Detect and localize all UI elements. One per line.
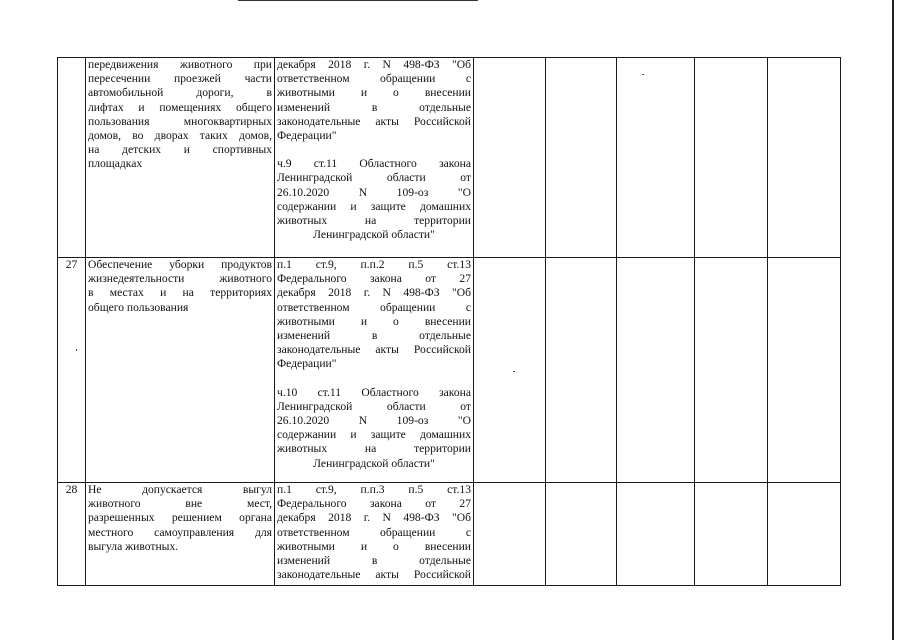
empty-cell	[474, 58, 546, 258]
legal-reference	[275, 58, 474, 258]
legal-reference-line: животными и о внесении	[277, 314, 471, 328]
legal-reference-paragraph	[277, 483, 471, 582]
row-number: 28	[58, 483, 86, 586]
legal-reference-line: законодательные акты Российской	[277, 343, 471, 357]
legal-reference-paragraph	[277, 157, 471, 242]
row-number: 27	[58, 258, 86, 483]
description-line: разрешенных решением органа	[88, 511, 272, 525]
legal-reference-line: животными и о внесении	[277, 86, 471, 100]
legal-reference-line: декабря 2018 г. N 498-ФЗ "Об	[277, 58, 471, 71]
description-line: Обеспечение уборки продуктов	[88, 258, 272, 271]
legal-reference-line: Федерации"	[277, 129, 337, 143]
description-line: пользования многоквартирных	[88, 114, 272, 128]
page-top-edge	[238, 0, 478, 1]
empty-cell	[617, 258, 695, 483]
legal-reference-line: Ленинградской области"	[313, 456, 435, 470]
legal-reference-line: 26.10.2020 N 109-оз "О	[277, 414, 471, 428]
legal-reference-line: ч.10 ст.11 Областного закона	[277, 385, 471, 399]
empty-cell	[546, 483, 617, 586]
empty-cell	[768, 258, 841, 483]
legal-reference-line: 26.10.2020 N 109-оз "О	[277, 185, 471, 199]
legal-reference-line: законодательные акты Российской	[277, 114, 471, 128]
empty-cell	[546, 58, 617, 258]
scan-speck	[513, 371, 515, 372]
empty-cell	[768, 58, 841, 258]
legal-reference-line: Ленинградской области"	[313, 228, 435, 242]
legal-reference	[275, 258, 474, 483]
legal-reference-line: п.1 ст.9, п.п.2 п.5 ст.13	[277, 258, 471, 271]
legal-reference-paragraph	[277, 386, 471, 471]
requirements-table	[57, 57, 841, 586]
description-line: автомобильной дороги, в	[88, 86, 272, 100]
legal-reference-line: Ленинградской области от	[277, 171, 471, 185]
description-line: выгула животных.	[88, 539, 179, 553]
description-line: пересечении проезжей части	[88, 72, 272, 86]
requirement-description	[86, 258, 275, 483]
legal-reference-line: Ленинградской области от	[277, 399, 471, 413]
legal-reference-line: изменений в отдельные	[277, 329, 471, 343]
legal-reference-line: ответственном обращении с	[277, 72, 471, 86]
table-row	[58, 483, 841, 586]
empty-cell	[617, 483, 695, 586]
legal-reference-line: изменений в отдельные	[277, 554, 471, 568]
empty-cell	[768, 483, 841, 586]
table-row	[58, 58, 841, 258]
requirement-description	[86, 483, 275, 586]
legal-reference-line: животных на территории	[277, 442, 471, 456]
description-line: домов, во дворах таких домов,	[88, 129, 272, 143]
empty-cell	[546, 258, 617, 483]
scan-speck	[642, 74, 644, 75]
legal-reference-line: ч.9 ст.11 Областного закона	[277, 157, 471, 171]
legal-reference-line: содержании и защите домашних	[277, 199, 471, 213]
scan-speck	[76, 349, 77, 351]
legal-reference-line: законодательные акты Российской	[277, 568, 471, 582]
table-row	[58, 258, 841, 483]
description-line: животного вне мест,	[88, 497, 272, 511]
description-line: передвижения животного при	[88, 58, 272, 71]
legal-reference-paragraph	[277, 258, 471, 372]
page-right-edge	[892, 0, 894, 640]
legal-reference-line: животными и о внесении	[277, 539, 471, 553]
description-line: на детских и спортивных	[88, 143, 272, 157]
requirement-description	[86, 58, 275, 258]
empty-cell	[474, 483, 546, 586]
legal-reference	[275, 483, 474, 586]
description-line: лифтах и помещениях общего	[88, 100, 272, 114]
legal-reference-line: Федерального закона от 27	[277, 497, 471, 511]
legal-reference-line: изменений в отдельные	[277, 100, 471, 114]
legal-reference-line: животных на территории	[277, 214, 471, 228]
description-line: местного самоуправления для	[88, 525, 272, 539]
legal-reference-paragraph	[277, 58, 471, 143]
row-number	[58, 58, 86, 258]
legal-reference-line: декабря 2018 г. N 498-ФЗ "Об	[277, 286, 471, 300]
empty-cell	[695, 58, 768, 258]
description-line: площадках	[88, 157, 143, 171]
description-line: общего пользования	[88, 300, 189, 314]
legal-reference-line: ответственном обращении с	[277, 525, 471, 539]
empty-cell	[695, 483, 768, 586]
legal-reference-line: ответственном обращении с	[277, 300, 471, 314]
description-line: жизнедеятельности животного	[88, 272, 272, 286]
empty-cell	[695, 258, 768, 483]
legal-reference-line: Федерации"	[277, 357, 337, 371]
legal-reference-line: Федерального закона от 27	[277, 272, 471, 286]
description-line: в местах и на территориях	[88, 286, 272, 300]
legal-reference-line: декабря 2018 г. N 498-ФЗ "Об	[277, 511, 471, 525]
empty-cell	[617, 58, 695, 258]
legal-reference-line: содержании и защите домашних	[277, 428, 471, 442]
legal-reference-line: п.1 ст.9, п.п.3 п.5 ст.13	[277, 483, 471, 496]
empty-cell	[474, 258, 546, 483]
description-line: Не допускается выгул	[88, 483, 272, 496]
